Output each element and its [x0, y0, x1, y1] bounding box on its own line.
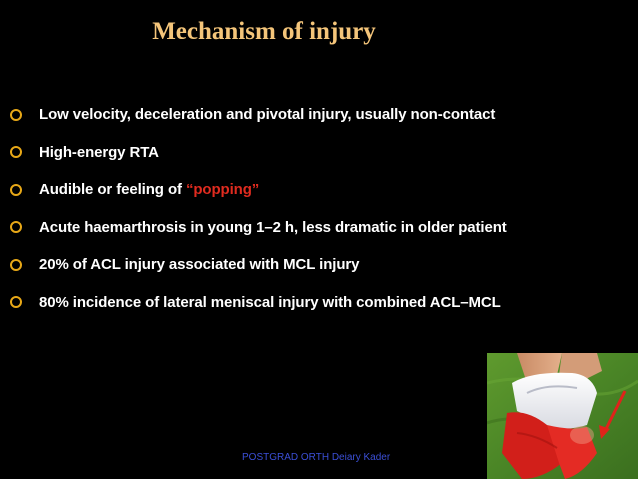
slide-title: Mechanism of injury: [152, 18, 376, 45]
circle-bullet-icon: [10, 221, 22, 233]
circle-bullet-icon: [10, 184, 22, 196]
bullet-item: [10, 284, 620, 322]
football-player-knee-photo: [487, 353, 638, 479]
circle-bullet-icon: [10, 146, 22, 158]
bullet-text: Acute haemarthrosis in young 1–2 h, less dramatic in older patient: [39, 218, 507, 236]
slide-footer: POSTGRAD ORTH Deiary Kader: [242, 452, 391, 463]
bullet-text: 20% of ACL injury associated with MCL injury: [39, 256, 360, 274]
bullet-text-highlight: “popping”: [185, 181, 260, 199]
bullet-item: [10, 171, 620, 209]
bullet-item: [10, 134, 620, 172]
bullet-text-plain: Audible or feeling of: [39, 181, 186, 199]
bullet-text: [39, 181, 259, 198]
bullet-item: [10, 246, 620, 284]
bullet-list: [10, 96, 620, 321]
bullet-item: [10, 96, 620, 134]
circle-bullet-icon: [10, 296, 22, 308]
circle-bullet-icon: [10, 259, 22, 271]
bullet-text: High-energy RTA: [39, 143, 159, 161]
circle-bullet-icon: [10, 109, 22, 121]
bullet-text: 80% incidence of lateral meniscal injury with combined ACL–MCL: [39, 293, 501, 311]
bullet-text: Low velocity, deceleration and pivotal injury, usually non-contact: [39, 106, 496, 124]
bullet-item: [10, 209, 620, 247]
